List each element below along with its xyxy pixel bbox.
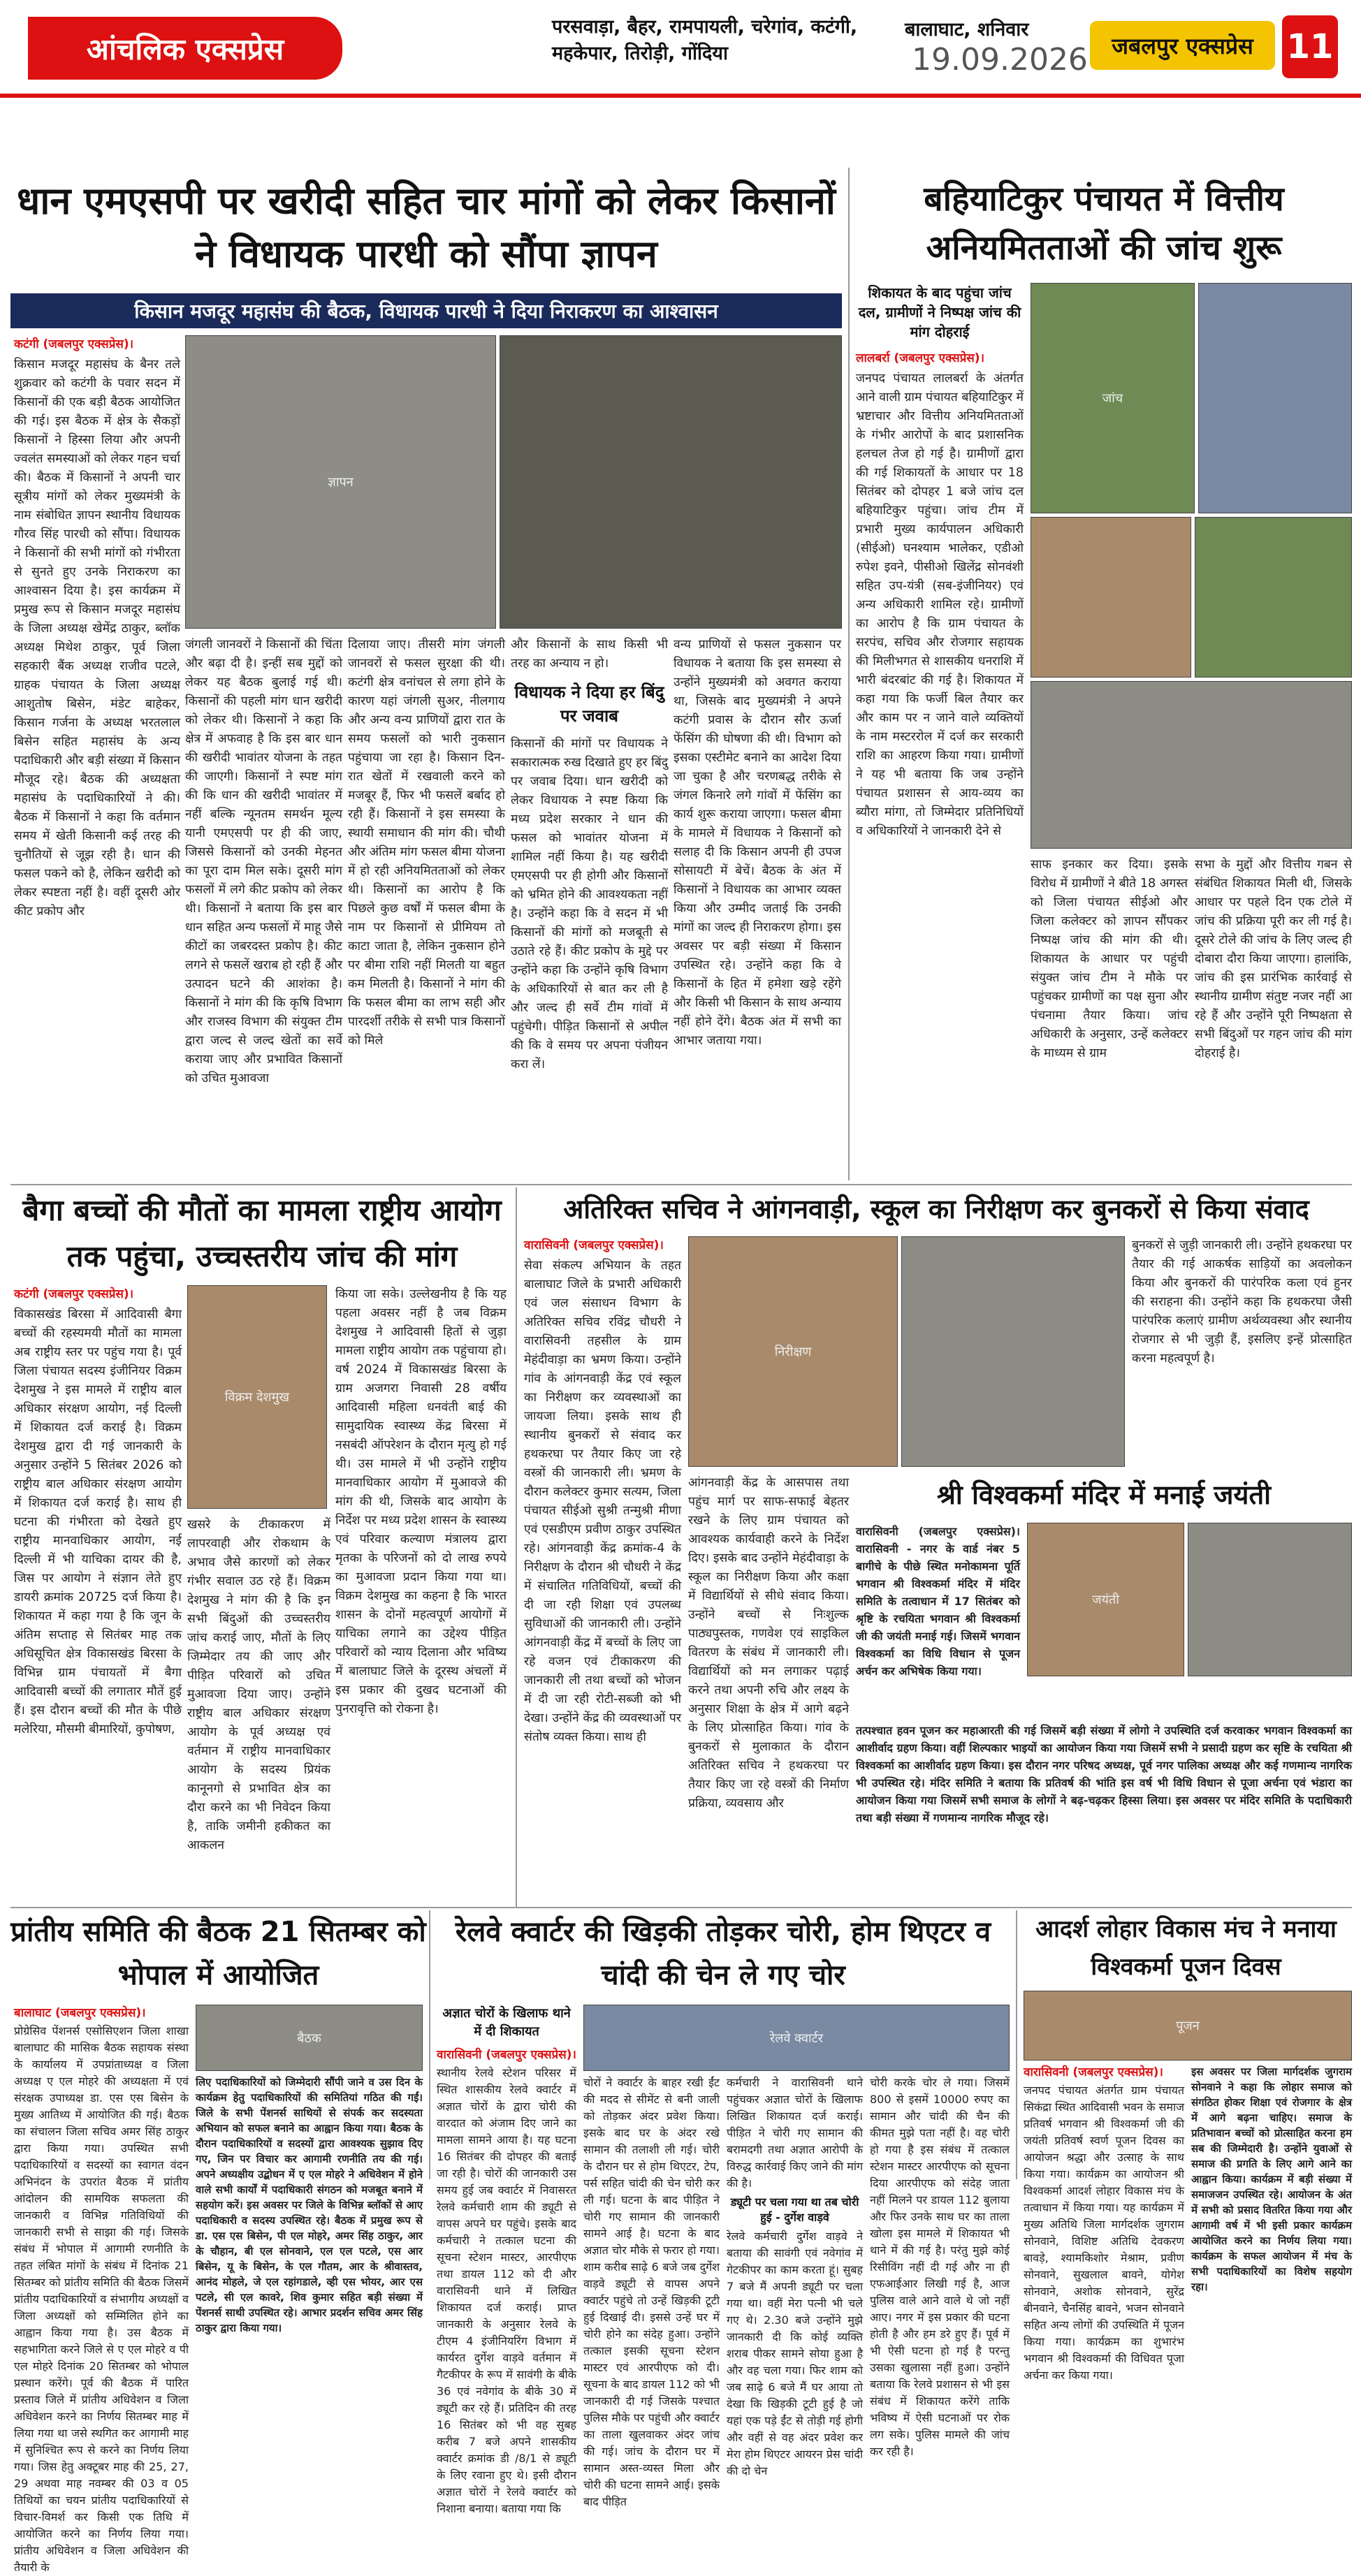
story7-col2: चोरों ने क्वार्टर के बाहर रखी ईंट की मदद से सीमेंट से बनी जाली को तोड़कर अंदर प्रवेश किया। इसके बाद घर के अंदर रखे सामान की तलाशी ली गई। चोरी के दौरान घर से होम थिएटर, टेप, पर्स सहित चांदी की चेन चोरी कर ली गई। घटना के बाद पीड़ित ने चोरी गए सामान की जानकारी सामने आई है। घटना के बाद अज्ञात चोर मौके से फरार हो गया। शाम करीब साढ़े 6 बजे जब दुर्गेश वाड़वे ड्यूटी से वापस अपने क्वार्टर पहुंचे तो उन्हें खिड़की टूटी हुई दिखाई दी। इससे उन्हें घर में चोरी होने का संदेह हुआ। उन्होंने तत्काल इसकी सूचना स्टेशन मास्टर एवं आरपीएफ को दी। सूचना के बाद डायल 112 को भी जानकारी दी गई जिसके पश्चात पुलिस मौके पर पहुंची और क्वार्टर का ताला खुलवाकर अंदर जांच की गई। जांच के दौरान घर में सामान अस्त-व्यस्त मिला और चोरी की घटना सामने आई। इसके बाद पीड़ित	[583, 2076, 720, 2508]
story3-byline: कटंगी (जबलपुर एक्सप्रेस)।	[14, 1287, 134, 1301]
story7-photo	[583, 2005, 1010, 2071]
story2-byline: लालबर्रा (जबलपुर एक्सप्रेस)।	[856, 351, 985, 365]
story3-photo-caption: विक्रम देशमुख	[224, 1390, 290, 1405]
story3-headline: बैगा बच्चों की मौतों का मामला राष्ट्रीय आयोग तक पहुंचा, उच्चस्तरीय जांच की मांग	[22, 1193, 502, 1273]
story4-col1	[524, 1236, 681, 1907]
story7-headline: रेलवे क्वार्टर की खिड़की तोड़कर चोरी, होम थिएटर व चांदी की चेन ले गए चोर	[455, 1916, 991, 1991]
divider-3	[516, 1187, 517, 1907]
story2-text1: जनपद पंचायत लालबर्रा के अंतर्गत आने वाली ग्राम पंचायत बहियाटिकुर में भ्रष्टाचार और वित्तीय अनियमितताओं के गंभीर आरोपों के बाद प्रशासनिक हलचल तेज हो गई है। ग्रामीणों द्वारा की गई शिकायतों के आधार पर 18 सितंबर को दोपहर 1 बजे जांच दल बहियाटिकुर पहुंचा। जांच टीम में प्रभारी मुख्य कार्यपालन अधिकारी (सीईओ) घनश्याम भालेकर, एडीओ रुपेश इवने, पीसीओ खिलेंद्र सोनवंशी सहित उप-यंत्री (सब-इंजीनियर) एवं अन्य अधिकारी शामिल रहे। ग्रामीणों का आरोप है कि ग्राम पंचायत के सरपंच, सचिव और रोजगार सहायक की मिलीभगत से शासकीय धनराशि में भारी बंदरबांट की गई है। शिकायत में कहा गया कि फर्जी बिल तैयार कर और काम पर न जाने वाले व्यक्तियों के नाम मस्टररोल में दर्ज कर सरकारी राशि का आहरण किया गया। ग्रामीणों ने यह भी बताया कि जब उन्होंने पंचायत प्रशासन से आय-व्यय का ब्यौरा मांगा, तो जिम्मेदार प्रतिनिधियों व अधिकारियों ने जानकारी देने से	[856, 372, 1024, 838]
edition-date: 19.09.2026	[912, 42, 1088, 78]
story5-photo-caption: जयंती	[1092, 1593, 1119, 1607]
divider-2	[10, 1184, 1352, 1185]
story6-col2: लिए पदाधिकारियों को जिम्मेदारी सौंपी जाने व उस दिन के कार्यक्रम हेतु पदाधिकारियों की समितियां गठित की गईं। जिले के सभी पेंशनर्स साथियों से संपर्क कर सदस्यता अभियान को सफल बनाने का आह्वान किया गया। बैठक के दौरान पदाधिकारियों व सदस्यों द्वारा आवश्यक सुझाव दिए गए, जिन पर विचार कर आगामी रणनीति तय की गई। अपने अध्यक्षीय उद्बोधन में ए एल मोहरे ने अधिवेशन में होने वाले सभी कार्यों में पदाधिकारी संगठन को मजबूत बनाने में सहयोग करें। इस अवसर पर जिले के विभिन्न ब्लॉकों से आए पदाधिकारी व सदस्य उपस्थित रहे। बैठक में प्रमुख रूप से डा. एस एस बिसेन, पी एल मोहरे, अमर सिंह ठाकुर, आर के चौहान, बी एल सोनवाने, एल एल पटले, एस आर बिसेन, यू के बिसेन, के एल गौतम, आर के श्रीवास्तव, आनंद मोहले, जे एल रहांगडाले, व्ही एस भोयर, आर एस पटले, सी एल कावरे, शिव कुमार सहित बड़ी संख्या में पेंशनर्स साथी उपस्थित रहे। आभार प्रदर्शन सचिव अमर सिंह ठाकुर द्वारा किया गया।	[196, 2076, 423, 2334]
story2-col1	[856, 349, 1024, 1180]
story1-col3: दिलाया जाए। तीसरी मांग जंगली जानवरों से फसल सुरक्षा की थी। कटंगी क्षेत्र वनांचल से लगा होने के कारण यहां जंगली सुअर, नीलगाय और अन्य वन्य प्राणियों द्वारा रात के समय फसलों को भारी नुकसान पहुंचाया जा रहा है। किसान दिन-रात खेतों में रखवाली करने को मजबूर हैं, फिर भी फसलें बर्बाद हो रही हैं। किसानों ने इस समस्या के स्थायी समाधान की मांग की। चौथी और अंतिम मांग फसल बीमा योजना में हो रही अनियमितताओं को लेकर थी। किसानों का आरोप है कि पिछले कुछ वर्षों में फसल बीमा के नाम पर किसानों से प्रीमियम तो काटा जाता है, लेकिन नुकसान होने पर बीमा राशि नहीं मिलती या बहुत कम मिलती है। किसानों ने मांग की कि फसल बीमा का लाभ सही और पारदर्शी तरीके से सभी पात्र किसानों को मिले	[348, 638, 505, 1048]
story2-subhead: शिकायत के बाद पहुंचा जांच दल, ग्रामीणों ने निष्पक्ष जांच की मांग दोहराई	[858, 284, 1021, 340]
story2-photo-3	[1031, 517, 1191, 678]
story1-photo-left	[185, 335, 496, 629]
story1-box-head: विधायक ने दिया हर बिंदु पर जवाब	[514, 682, 664, 726]
story7-box-head: अज्ञात चोरों के खिलाफ थाने में दी शिकायत	[442, 2006, 571, 2039]
story3-portrait	[187, 1285, 327, 1509]
story2-photo-5	[1031, 681, 1352, 849]
story6-byline: बालाघाट (जबलपुर एक्सप्रेस)।	[14, 2006, 146, 2020]
story2-col2: साफ इनकार कर दिया। इसके विरोध में ग्रामीणों ने बीते 18 अगस्त को जिला पंचायत सीईओ और जिला कलेक्टर को ज्ञापन सौंपकर निष्पक्ष जांच की मांग की थी। शिकायत के आधार पर पहुंची संयुक्त जांच टीम ने मौके पर पहुंचकर ग्रामीणों का पक्ष सुना और पंचनामा तैयार किया। जांच अधिकारी के अनुसार, उन्हें कलेक्टर के माध्यम से ग्राम	[1031, 858, 1188, 1060]
story5-col2	[856, 1722, 1352, 1907]
story1-byline: कटंगी (जबलपुर एक्सप्रेस)।	[14, 337, 134, 351]
story8-photo	[1024, 1991, 1352, 2061]
story4-byline: वारासिवनी (जबलपुर एक्सप्रेस)।	[524, 1238, 664, 1252]
story1-text4b: किसानों की मांगों पर विधायक ने सकारात्मक रुख दिखाते हुए हर बिंदु पर जवाब दिया। धान खरीदी को लेकर विधायक ने स्पष्ट किया कि मध्य प्रदेश सरकार ने धान की फसल को भावांतर योजना में शामिल नहीं किया है। यह खरीदी एमएसपी पर ही होगी और किसानों को भ्रमित होने की आवश्यकता नहीं है। उन्होंने कहा कि वे सदन में भी किसानों की मांगों को मजबूती से उठाते रहे हैं। कीट प्रकोप के मुद्दे पर उन्होंने कहा कि उन्होंने कृषि विभाग के अधिकारियों से बात कर ली है और जल्द ही सर्वे टीम गांवों में पहुंचेगी। पीड़ित किसानों से अपील की कि वे समय पर अपना पंजीयन करा लें।	[511, 737, 668, 1071]
story2-photo-2	[1198, 283, 1352, 513]
story3-text1: विकासखंड बिरसा में आदिवासी बैगा बच्चों की रहस्यमयी मौतों का मामला अब राष्ट्रीय स्तर पर पहुंच गया है। पूर्व जिला पंचायत सदस्य इंजीनियर विक्रम देशमुख ने इस मामले में राष्ट्रीय बाल अधिकार संरक्षण आयोग, नई दिल्ली में शिकायत दर्ज कराई है। विक्रम देशमुख द्वारा दी गई जानकारी के अनुसार उन्होंने 5 सितंबर 2026 को राष्ट्रीय बाल अधिकार संरक्षण आयोग में शिकायत दर्ज कराई है। साथ ही घटना की गंभीरता को देखते हुए राष्ट्रीय मानवाधिकार आयोग, नई दिल्ली में भी याचिका दायर की है, जिस पर आयोग ने संज्ञान लेते हुए डायरी क्रमांक 20725 दर्ज किया है। शिकायत में कहा गया है कि जून के अंतिम सप्ताह से सितंबर माह तक अधिसूचित क्षेत्र विकासखंड बिरसा के विभिन्न ग्राम पंचायतों में बैगा आदिवासी बच्चों की लगातार मौतें हुई हैं। इस दौरान बच्चों की मौत के पीछे मलेरिया, मौसमी बीमारियों, कुपोषण,	[14, 1308, 182, 1736]
story1-col2: जंगली जानवरों ने किसानों की चिंता और बढ़ा दी है। इन्हीं सब मुद्दों को लेकर यह बैठक बुलाई गई थी। किसानों की पहली मांग धान खरीदी को लेकर थी। किसानों ने कहा कि क्षेत्र में अफवाह है कि इस बार धान की खरीदी भावांतर योजना के तहत की जाएगी। किसानों ने स्पष्ट मांग की कि धान की खरीदी भावांतर में नहीं बल्कि न्यूनतम समर्थन मूल्य यानी एमएसपी पर ही की जाए, जिससे किसानों को उनकी मेहनत का पूरा दाम मिल सके। दूसरी मांग फसलों में लगे कीट प्रकोप को लेकर थी। किसानों ने बताया कि इस बार धान सहित अन्य फसलों में माहू जैसे कीटों का जबरदस्त प्रकोप है। कीट लगने से फसलें खराब हो रही हैं और उत्पादन घटने की आशंका है। किसानों ने मांग की कि कृषि विभाग और राजस्व विभाग की संयुक्त टीम द्वारा जल्द से जल्द खेतों का सर्वे कराया जाए और प्रभावित किसानों को उचित मुआवजा	[185, 638, 342, 1085]
story1-subhead: किसान मजदूर महासंघ की बैठक, विधायक पारधी ने दिया निराकरण का आश्वासन	[10, 293, 842, 328]
story7-photo-caption: रेलवे क्वार्टर	[769, 2030, 824, 2046]
story3-col1	[14, 1285, 182, 1900]
story1-text4: और किसानों के साथ किसी भी तरह का अन्याय न हो।	[511, 638, 668, 671]
story7-text3b: रेलवे कर्मचारी दुर्गेश वाड़वे ने बताया की सावंगी एवं नवेगांव में गेटकीपर का काम करता हूं। सुबह 7 बजे मैं अपनी ड्यूटी पर चला गया था। वहीं मेरा पत्नी भी चले गए थे। 2.30 बजे उन्होंने मुझे जानकारी दी कि कोई व्यक्ति शराब पीकर सामने सोया हुआ है और वह चला गया। फिर शाम को जब साढ़े 6 बजे मैं घर आया तो देखा कि खिड़की टूटी हुई है जो यहां एक पड़े ईंट से तोड़ी गई होगी और वहीं से वह अंदर प्रवेश कर मेरा होम थिएटर आयरन प्रेस चांदी की दो चेन	[727, 2230, 863, 2478]
story1-col1	[14, 335, 180, 1180]
divider-5	[429, 1910, 430, 2179]
story1-col4	[511, 636, 668, 1180]
story8-byline: वारासिवनी (जबलपुर एक्सप्रेस)।	[1024, 2065, 1163, 2079]
story7-byline: वारासिवनी (जबलपुर एक्सप्रेस)।	[437, 2048, 576, 2062]
story6-photo-caption: बैठक	[297, 2030, 321, 2046]
story5-photo-1	[1027, 1523, 1184, 1676]
story4-photo-caption: निरीक्षण	[774, 1345, 812, 1359]
story2-photo-4	[1195, 517, 1352, 678]
story7-col4: चोरी करके चोर ले गया। जिसमें 800 से इसमें 10000 रुपए का सामान और चांदी की चैन की कीमत मुझे पता नहीं है। वह चोरी हो गया है इस संबंध में तत्काल स्टेशन मास्टर आरपीएफ को सूचना दिया आरपीएफ को संदेह जाता नहीं मिलने पर डायल 112 बुलाया और फिर उनके साथ घर का ताला खोला इस मामले में शिकायत भी थाने में की गई है। परंतु मुझे कोई रिसीविंग नहीं दी गई और ना ही एफआईआर लिखी गई है, आज पुलिस वाले आने वाले थे जो नहीं आए। नगर में इस प्रकार की घटना होती है और हम डरे हुए हैं। पूर्व में भी ऐसी घटना हो गई है परन्तु उसका खुलासा नहीं हुआ। उन्होंने बताया कि रेलवे प्रशासन से भी इस संबंध में शिकायत करेंगे ताकि भविष्य में ऐसी घटनाओं पर रोक लग सके। पुलिस मामले की जांच कर रही है।	[870, 2076, 1010, 2458]
story5-line1: वारासिवनी (जबलपुर एक्सप्रेस)। वारासिवनी - नगर के वार्ड नंबर 5 बागीचे के पीछे स्थित मनोकामना पूर्ति भगवान श्री विश्वकर्मा मंदिर में मंदिर समिति के तत्वाधान में 17 सितंबर को श्रृष्टि के रचयिता भगवान श्री विश्वकर्मा जी की जयंती मनाई गई। जिसमें भगवान विश्वकर्मा का विधि विधान से पूजन अर्चन कर अभिषेक किया गया।	[856, 1525, 1020, 1678]
story8-photo-caption: पूजन	[1176, 2019, 1200, 2033]
story5-col1	[856, 1523, 1020, 1718]
places-list: परसवाड़ा, बैहर, रामपायली, चरेगांव, कटंगी, महकेपार, तिरोड़ी, गोंदिया	[552, 16, 858, 64]
story2-headline: बहियाटिकुर पंचायत में वित्तीय अनियमितताओं की जांच शुरू	[924, 180, 1284, 268]
divider-4	[10, 1907, 1352, 1908]
divider-1	[848, 168, 850, 1180]
city-day: बालाघाट, शनिवार	[905, 19, 1029, 41]
story6-text1: प्रोग्रेसिव पेंशनर्स एसोसिएशन जिला शाखा बालाघाट की मासिक बैठक सहायक संस्था के कार्यालय में उपप्रांताध्यक्ष व जिला अध्यक्ष ए एल मोहरे की अध्यक्षता में एवं संरक्षक उपाध्यक्ष डा. एस एस बिसेन के मुख्य आतिथ्य में आयोजित की गई। बैठक का संचालन जिला सचिव अमर सिंह ठाकुर द्वारा किया गया। उपस्थित सभी पदाधिकारियों व सदस्यों का स्वागत वंदन अभिनंदन के उपरांत बैठक में प्रांतीय आंदोलन की सामयिक सफलता की जानकारी व विभिन्न गतिविधियों की जानकारी सभी से साझा की गई। जिसके संबंध में भोपाल में आगामी रणनीति के तहत लंबित मांगों के संबंध में दिनांक 21 सितम्बर को प्रांतीय समिति की बैठक जिसमें प्रांतीय पदाधिकारियों व संभागीय अध्यक्षों व जिला अध्यक्षों को सम्मिलित होने का आह्वान किया गया है। उस बैठक में सहभागिता करने जिले से ए एल मोहरे व पी एल मोहरे दिनांक 20 सितम्बर को भोपाल प्रस्थान करेंगे। पूर्व की बैठक में पारित प्रस्ताव जिले में प्रांतीय अधिवेशन व जिला अधिवेशन करने का निर्णय सितम्बर माह में लिया गया था जसे स्थगित कर आगामी माह में सुनिश्चित रूप से करने का निर्णय लिया गया। जिस हेतु अक्टूबर माह की 25, 27, 29 अथवा माह नवम्बर की 03 व 05 तिथियों का चयन प्रांतीय पदाधिकारियों से विचार-विमर्श कर किसी एक तिथि में आयोजित करने का निर्णय लिया गया। प्रांतीय अधिवेशन व जिला अधिवेशन की तैयारी के	[14, 2024, 189, 2574]
page-number: 11	[1282, 15, 1338, 78]
story5-photo-2	[1188, 1523, 1352, 1676]
story4-col3: बुनकरों से जुड़ी जानकारी ली। उन्होंने हथकरघा पर तैयार की गई आकर्षक साड़ियों का अवलोकन किया और बुनकरों की पारंपरिक कला एवं हुनर की सराहना की। उन्होंने कहा कि हथकरघा जैसी पारंपरिक कलाएं ग्रामीण अर्थव्यवस्था और स्थानीय रोजगार से भी जुड़ी हैं, इसलिए इन्हें प्रोत्साहित करना महत्वपूर्ण है।	[1132, 1238, 1352, 1366]
story6-photo	[196, 2005, 423, 2071]
story1-col5: वन्य प्राणियों से फसल नुकसान पर विधायक ने बताया कि इस समस्या से उन्होंने मुख्यमंत्री को अवगत कराया था, जिसके बाद मुख्यमंत्री ने अपने कटंगी प्रवास के दौरान सौर ऊर्जा फेंसिंग की घोषणा की थी। विभाग को इसका एस्टीमेट बनाने का आदेश दिया जा चुका है और चरणबद्ध तरीके से जंगल किनारे लगे गांवों में फेंसिंग का कार्य शुरू कराया जाएगा। फसल बीमा के मामले में विधायक ने किसानों को सलाह दी कि किसान अपनी ही उपज सोसायटी में बेचें। बैठक के अंत में किसानों ने विधायक का आभार व्यक्त किया और उम्मीद जताई कि उनकी मांगों का जल्द ही निराकरण होगा। इस अवसर पर बड़ी संख्या में किसान उपस्थित रहे। उन्होंने कहा कि वे किसानों के हित में हमेशा खड़े रहेंगे और किसी भी किसान के साथ अन्याय नहीं होने देंगे। बैठक अंत में सभी का आभार जताया गया।	[674, 638, 841, 1048]
story4-text1: सेवा संकल्प अभियान के तहत बालाघाट जिले के प्रभारी अधिकारी एवं जल संसाधन विभाग के अतिरिक्त सचिव रविंद्र चौधरी ने वारासिवनी तहसील के ग्राम मेहंदीवाड़ा का भ्रमण किया। उन्होंने गांव के आंगनवाड़ी केंद्र एवं स्कूल का निरीक्षण कर व्यवस्थाओं का जायजा लिया। इसके साथ ही स्थानीय बुनकरों से संवाद कर हथकरघा पर तैयार किए जा रहे वस्त्रों की जानकारी ली। भ्रमण के दौरान कलेक्टर कुमार सत्यम, जिला पंचायत सीईओ सुश्री तन्मुश्री मीणा एवं एसडीएम प्रवीण ठाकुर उपस्थित रहे। आंगनवाड़ी केंद्र क्रमांक-4 के निरीक्षण के दौरान श्री चौधरी ने केंद्र में संचालित गतिविधियों, बच्चों की दी जा रही शिक्षा एवं उपलब्ध सुविधाओं की जानकारी ली। उन्होंने आंगनवाड़ी केंद्र में बच्चों के लिए जा रहे वजन एवं टीकाकरण की जानकारी ली तथा बच्चों को भोजन में दी जा रही रोटी-सब्जी को भी देखा। उन्होंने केंद्र की व्यवस्थाओं पर संतोष व्यक्त किया। साथ ही	[524, 1259, 681, 1744]
section-title: आंचलिक एक्सप्रेस	[28, 17, 342, 80]
story7-text3: कर्मचारी ने वारासिवनी थाने पहुंचकर अज्ञात चोरों के खिलाफ लिखित शिकायत दर्ज कराई। पीड़ित ने चोरी गए सामान की बरामदगी तथा अज्ञात आरोपी के विरुद्ध कार्रवाई किए जाने की मांग की है।	[727, 2076, 863, 2190]
story1-headline: धान एमएसपी पर खरीदी सहित चार मांगों को लेकर किसानों ने विधायक पारधी को सौंपा ज्ञापन	[17, 179, 836, 276]
story6-headline: प्रांतीय समिति की बैठक 21 सितम्बर को भोपाल में आयोजित	[10, 1916, 426, 1991]
brand-name: जबलपुर एक्सप्रेस	[1090, 21, 1275, 70]
story3-col2: खसरे के टीकाकरण में लापरवाही और रोकथाम के अभाव जैसे कारणों को लेकर गंभीर सवाल उठ रहे हैं। विक्रम देशमुख ने मांग की है कि इन सभी बिंदुओं की उच्चस्तरीय जांच कराई जाए, मौतों के लिए जिम्मेदार तय की जाए और पीड़ित परिवारों को उचित मुआवजा दिया जाए। उन्होंने राष्ट्रीय बाल अधिकार संरक्षण आयोग के पूर्व अध्यक्ष एवं वर्तमान में राष्ट्रीय मानवाधिकार आयोग के सदस्य प्रियंक कानूनगो से प्रभावित क्षेत्र का दौरा करने का भी निवेदन किया है, ताकि जमीनी हकीकत का आकलन	[187, 1518, 330, 1852]
story8-headline: आदर्श लोहार विकास मंच ने मनाया विश्वकर्मा पूजन दिवस	[1035, 1915, 1337, 1981]
story7-col3	[727, 2074, 863, 2478]
story7-text1: स्थानीय रेलवे स्टेशन परिसर में स्थित शासकीय रेलवे क्वार्टर में अज्ञात चोरों के द्वारा चोरी की वारदात को अंजाम दिए जाने का मामला सामने आया है। यह घटना 16 सितंबर की दोपहर की बताई जा रही है। चोरों की जानकारी उस समय हुई जब क्वार्टर में निवासरत रेलवे कर्मचारी शाम की ड्यूटी से वापस अपने घर पहुंचे। इसके बाद कर्मचारी ने तत्काल घटना की सूचना स्टेशन मास्टर, आरपीएफ तथा डायल 112 को दी और वारासिवनी थाने में लिखित शिकायत दर्ज कराई। प्राप्त जानकारी के अनुसार रेलवे के टीएम 4 इंजीनियरिंग विभाग में कार्यरत दुर्गेश वाड़वे वर्तमान में गैटकीपर के रूप में सावंगी के बीके 36 एवं नवेगांव के बीके 30 में ड्यूटी कर रहे हैं। प्रतिदिन की तरह 16 सितंबर को भी वह सुबह करीब 7 बजे अपने शासकीय क्वार्टर क्रमांक डी /8/1 से ड्यूटी के लिए रवाना हुए थे। इसी दौरान अज्ञात चोरों ने रेलवे क्वार्टर को निशाना बनाया। बताया गया कि	[437, 2066, 576, 2515]
story1-photo-caption: ज्ञापन	[328, 475, 354, 490]
story2-photo-1	[1031, 283, 1195, 513]
story1-photo-right	[500, 335, 842, 629]
story8-col2: इस अवसर पर जिला मार्गदर्शक जुगराम सोनवाने ने कहा कि लोहार समाज को संगठित होकर शिक्षा एवं रोजगार के क्षेत्र में आगे बढ़ना चाहिए। समाज के प्रतिभावान बच्चों को प्रोत्साहित करना हम सब की जिम्मेदारी है। उन्होंने युवाओं से समाज की प्रगति के लिए आगे आने का आह्वान किया। कार्यक्रम में बड़ी संख्या में समाजजन उपस्थित रहे। आयोजन के अंत में सभी को प्रसाद वितरित किया गया और आगामी वर्ष में भी इसी प्रकार कार्यक्रम आयोजित करने का निर्णय लिया गया। कार्यक्रम के सफल आयोजन में मंच के सभी पदाधिकारियों का विशेष सहयोग रहा।	[1191, 2065, 1352, 2293]
story2-col3: सभा के मुद्दों और वित्तीय गबन से संबंधित शिकायत मिली थी, जिसके आधार पर पहले दिन एक टोले में जांच की प्रक्रिया पूरी कर ली गई है। दूसरे टोले की जांच के लिए जल्द ही दोबारा दौरा किया जाएगा। हालांकि, जांच की इस प्रारंभिक कार्रवाई से स्थानीय ग्रामीण संतुष्ट नजर नहीं आ रहे हैं और उन्होंने पूरी निष्पक्षता से सभी बिंदुओं पर गहन जांच की मांग दोहराई है।	[1195, 858, 1352, 1060]
story8-col1	[1024, 2064, 1184, 2382]
story5-headline: श्री विश्वकर्मा मंदिर में मनाई जयंती	[937, 1479, 1271, 1510]
story3-col3: किया जा सके। उल्लेखनीय है कि यह पहला अवसर नहीं है जब विक्रम देशमुख ने आदिवासी हितों से जुड़ा मामला राष्ट्रीय आयोग तक पहुंचाया हो। वर्ष 2024 में विकासखंड बिरसा के ग्राम अजगरा निवासी 28 वर्षीय आदिवासी महिला धनवंती बाई की सामुदायिक स्वास्थ्य केंद्र बिरसा में नसबंदी ऑपरेशन के दौरान मृत्यु हो गई थी। उस मामले में भी उन्होंने राष्ट्रीय मानवाधिकार आयोग में मुआवजे की मांग की थी, जिसके बाद आयोग के निर्देश पर मध्य प्रदेश शासन के स्वास्थ्य एवं परिवार कल्याण मंत्रालय द्वारा मृतका के परिजनों को दो लाख रुपये का मुआवजा प्रदान किया गया था। विक्रम देशमुख का कहना है कि भारत शासन के दोनों महत्वपूर्ण आयोगों में याचिका लगाने का उद्देश्य पीड़ित परिवारों को न्याय दिलाना और भविष्य में बालाघाट जिले के दूरस्थ अंचलों में इस प्रकार की दुखद घटनाओं की पुनरावृत्ति को रोकना है।	[335, 1287, 507, 1716]
story4-photo-2	[901, 1236, 1125, 1467]
story7-col1	[437, 2047, 576, 2515]
story6-col1	[14, 2005, 189, 2574]
story1-text1: किसान मजदूर महासंघ के बैनर तले शुक्रवार को कटंगी के पवार सदन में किसानों की एक बड़ी बैठक आयोजित की गई। इस बैठक में क्षेत्र के सैकड़ों किसानों ने हिस्सा लिया और अपनी ज्वलंत समस्याओं को लेकर गहन चर्चा की। बैठक में किसानों ने अपनी चार सूत्रीय मांगों को लेकर मुख्यमंत्री के नाम संबोधित ज्ञापन स्थानीय विधायक गौरव सिंह पारधी को सौंपा। विधायक ने किसानों की सभी मांगों को गंभीरता से सुनते हुए उनके निराकरण का आश्वासन दिया है। इस कार्यक्रम में प्रमुख रूप से किसान मजदूर महासंघ के जिला अध्यक्ष खेमेंद्र ठाकुर, ब्लॉक अध्यक्ष मिथेश ठाकुर, पूर्व जिला सहकारी बैंक अध्यक्ष राजीव पटले, ग्राहक पंचायत के जिला अध्यक्ष आशुतोष बिसेन, मंडेट बाहेकर, किसान गर्जना के अध्यक्ष भरतलाल बिसेन सहित महासंघ के अन्य पदाधिकारी और बड़ी संख्या में किसान मौजूद रहे। बैठक की अध्यक्षता महासंघ के पदाधिकारियों ने की। बैठक में किसानों ने कहा कि वर्तमान समय में खेती किसानी कई तरह की चुनौतियों से जूझ रही है। धान की फसल पकने को है, लेकिन खरीदी को लेकर स्पष्टता नहीं है। वहीं दूसरी ओर कीट प्रकोप और	[14, 358, 180, 919]
story5-line2: तत्पश्चात हवन पूजन कर महाआरती की गई जिसमें बड़ी संख्या में लोगो ने उपस्थिति दर्ज करवाकर भगवान	[856, 1724, 1293, 1737]
story5-line3: विश्वकर्मा का आशीर्वाद ग्रहण किया। वहीं शिल्पकार भाइयों का आयोजन किया गया जिसमें सभी ने प्रसादी ग्रहण कर सृष्टि के रचयिता श्री विश्वकर्मा का आशीर्वाद ग्रहण किया। इस दौरान नगर परिषद अध्यक्ष, पूर्व नगर पालिका अध्यक्ष और कई गणमान्य नागरिक भी उपस्थित रहे। मंदिर समिति ने बताया कि प्रतिवर्ष की भांति इस वर्ष भी विधि विधान से पूजा अर्चना एवं भंडारा का आयोजन किया गया जिसमें सभी समाज के लोगों ने बढ़-चढ़कर हिस्सा लिया। इस अवसर पर मंदिर समिति के पदाधिकारी तथा बड़ी संख्या में गणमान्य नागरिक मौजूद रहे।	[856, 1724, 1352, 1824]
divider-6	[1016, 1910, 1017, 2179]
story4-col2: आंगनवाड़ी केंद्र के आसपास तथा पहुंच मार्ग पर साफ-सफाई बेहतर रखने के लिए ग्राम पंचायत को आवश्यक कार्यवाही करने के निर्देश दिए। इसके बाद उन्होंने मेहंदीवाड़ा के स्कूल का निरीक्षण किया और कक्षा में विद्यार्थियों से सीधे संवाद किया। उन्होंने बच्चों से निःशुल्क पाठ्यपुस्तक, गणवेश एवं साइकिल वितरण के संबंध में जानकारी ली। विद्यार्थियों को मन लगाकर पढ़ाई करने तथा अपनी रुचि और लक्ष्य के अनुसार शिक्षा के क्षेत्र में आगे बढ़ने के लिए प्रोत्साहित किया। गांव के बुनकरों से मुलाकात के दौरान अतिरिक्त सचिव ने हथकरघा पर तैयार किए जा रहे वस्त्रों की निर्माण प्रक्रिया, व्यवसाय और	[688, 1476, 849, 1810]
story2-photo-caption: जांच	[1102, 391, 1123, 406]
story4-headline: अतिरिक्त सचिव ने आंगनवाड़ी, स्कूल का निरीक्षण कर बुनकरों से किया संवाद	[563, 1194, 1309, 1224]
story7-box2-head: ड्यूटी पर चला गया था तब चोरी हुई - दुर्गेश वाड़वे	[730, 2195, 859, 2224]
page-header	[0, 0, 1361, 98]
story8-text1: जनपद पंचायत अंतर्गत ग्राम पंचायत सिकंद्रा स्थित आदिवासी भवन के समाज प्रतिवर्ष भगवान श्री विश्वकर्मा जी की जयंती प्रतिवर्ष स्वर्ण पूजन दिवस का आयोजन श्रद्धा और उत्साह के साथ किया गया। कार्यक्रम का आयोजन श्री विश्वकर्मा आदर्श लोहार विकास मंच के तत्वाधान में किया गया। यह कार्यक्रम में मुख्य अतिथि जिला मार्गदर्शक जुगराम सोनवाने, विशिष्ट अतिथि देवकरण बावड़े, श्यामकिशोर मेश्राम, प्रवीण सोनवाने, सुखलाल बावने, योगेश सोनवाने, अशोक सोनवाने, सुरेंद्र बीनवाने, चैनसिंह बावने, भजन सोनवाने सहित अन्य लोगों की उपस्थिति में पूजन किया गया। कार्यक्रम का शुभारंभ भगवान श्री विश्वकर्मा की विधिवत पूजा अर्चना कर किया गया।	[1024, 2084, 1184, 2382]
story4-photo-1	[688, 1236, 898, 1467]
